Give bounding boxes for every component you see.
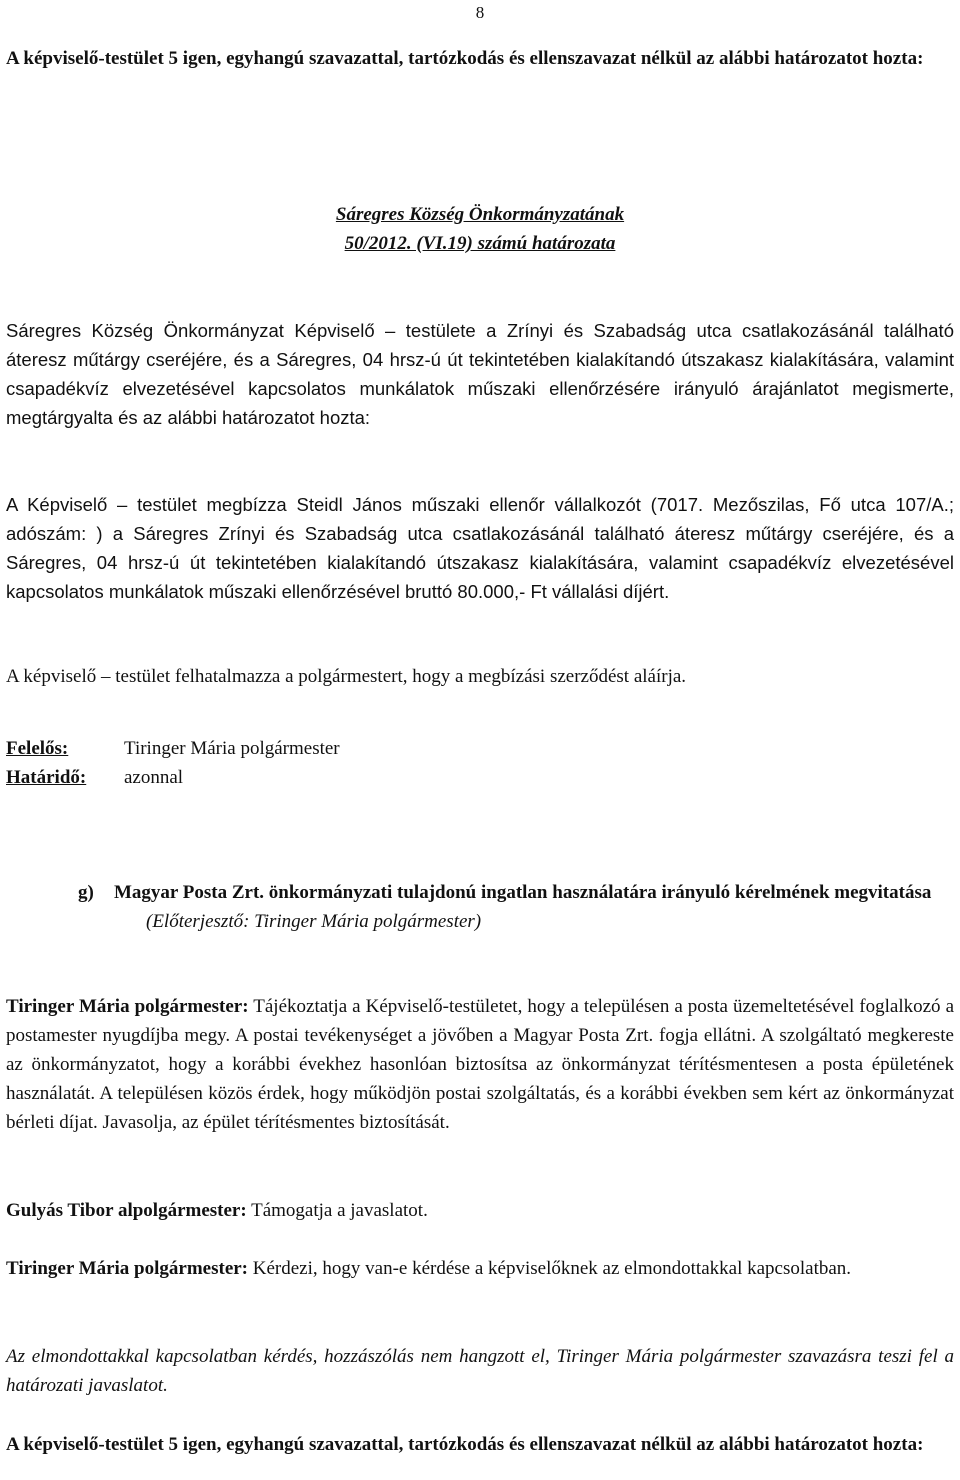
resolution-body-paragraph: A Képviselő – testület megbízza Steidl János műszaki ellenőr vállalkozót (7017. Mezőszilas, Fő utca 107/A.; adószám: ) a Sáregres Zrínyi és Szabadság utca csatlakozásánál található áteresz műtárgy cseréjére, és a Sáregres, 04 hrsz-ú út tekintetében kialakítandó útszakasz kialakítására, valamint csapadékvíz elvezetésével kapcsolatos munkálatok műszaki ellenőrzésével bruttó 80.000,- Ft vállalási díjért.	[6, 494, 954, 602]
responsibility-block	[6, 734, 954, 792]
speech-text: Kérdezi, hogy van-e kérdése a képviselőknek az elmondottakkal kapcsolatban.	[248, 1258, 852, 1279]
speaker-name: Gulyás Tibor alpolgármester:	[6, 1200, 247, 1221]
closing-statement: Az elmondottakkal kapcsolatban kérdés, hozzászólás nem hangzott el, Tiringer Mária polgármester szavazásra teszi fel a határozati javaslatot.	[6, 1346, 954, 1396]
agenda-title: Magyar Posta Zrt. önkormányzati tulajdonú ingatlan használatára irányuló kérelmének megvitatása	[114, 882, 932, 903]
speech-deputy-mayor	[6, 1196, 954, 1225]
resolution-heading-line1: Sáregres Község Önkormányzatának	[335, 204, 625, 225]
vote-statement-2: A képviselő-testület 5 igen, egyhangú szavazattal, tartózkodás és ellenszavazat nélkül az alábbi határozatot hozta:	[6, 1434, 924, 1455]
responsible-value: Tiringer Mária polgármester	[124, 738, 340, 759]
authorization-paragraph: A képviselő – testület felhatalmazza a polgármestert, hogy a megbízási szerződést aláírja.	[6, 666, 687, 687]
speech-text: Tájékoztatja a Képviselő-testületet, hogy a településen a posta üzemeltetésével foglalkozó a postamester nyugdíjba megy. A postai tevékenységet a jövőben a Magyar Posta Zrt. fogja ellátni. A szolgáltató megkereste az önkormányzatot, hogy a korábbi évekhez hasonlóan biztosítsa az önkormányzat térítésmentesen a posta épületének használatát. A településen közös érdek, hogy működjön postai szolgáltatás, és a korábbi években sem kért az önkormányzat bérleti díjat. Javasolja, az épület térítésmentes biztosítását.	[6, 996, 955, 1133]
speaker-name: Tiringer Mária polgármester:	[6, 996, 249, 1017]
resolution-heading-line2: 50/2012. (VI.19) számú határozata	[344, 233, 616, 254]
agenda-presenter: (Előterjesztő: Tiringer Mária polgármester)	[146, 911, 482, 932]
vote-statement: A képviselő-testület 5 igen, egyhangú szavazattal, tartózkodás és ellenszavazat nélkül az alábbi határozatot hozta:	[6, 48, 924, 69]
resolution-intro-paragraph: Sáregres Község Önkormányzat Képviselő – testülete a Zrínyi és Szabadság utca csatlakozásánál található áteresz műtárgy cseréjére, és a Sáregres, 04 hrsz-ú út tekintetében kialakítandó útszakasz kialakítására, valamint csapadékvíz elvezetésével kapcsolatos munkálatok műszaki ellenőrzésére irányuló árajánlatot megismerte, megtárgyalta és az alábbi határozatot hozta:	[6, 320, 954, 428]
deadline-row	[6, 763, 954, 792]
agenda-item	[78, 878, 954, 936]
deadline-label: Határidő:	[6, 767, 87, 788]
responsible-row	[6, 734, 954, 763]
agenda-title-row	[78, 878, 954, 907]
resolution-heading	[6, 200, 954, 258]
speaker-name: Tiringer Mária polgármester:	[6, 1258, 249, 1279]
agenda-marker: g)	[78, 882, 94, 903]
page-number: 8	[475, 3, 485, 22]
responsible-label: Felelős:	[6, 738, 69, 759]
speech-mayor-2	[6, 1254, 954, 1283]
speech-mayor-1	[6, 992, 954, 1137]
speech-text: Támogatja a javaslatot.	[246, 1200, 428, 1221]
deadline-value: azonnal	[124, 767, 184, 788]
